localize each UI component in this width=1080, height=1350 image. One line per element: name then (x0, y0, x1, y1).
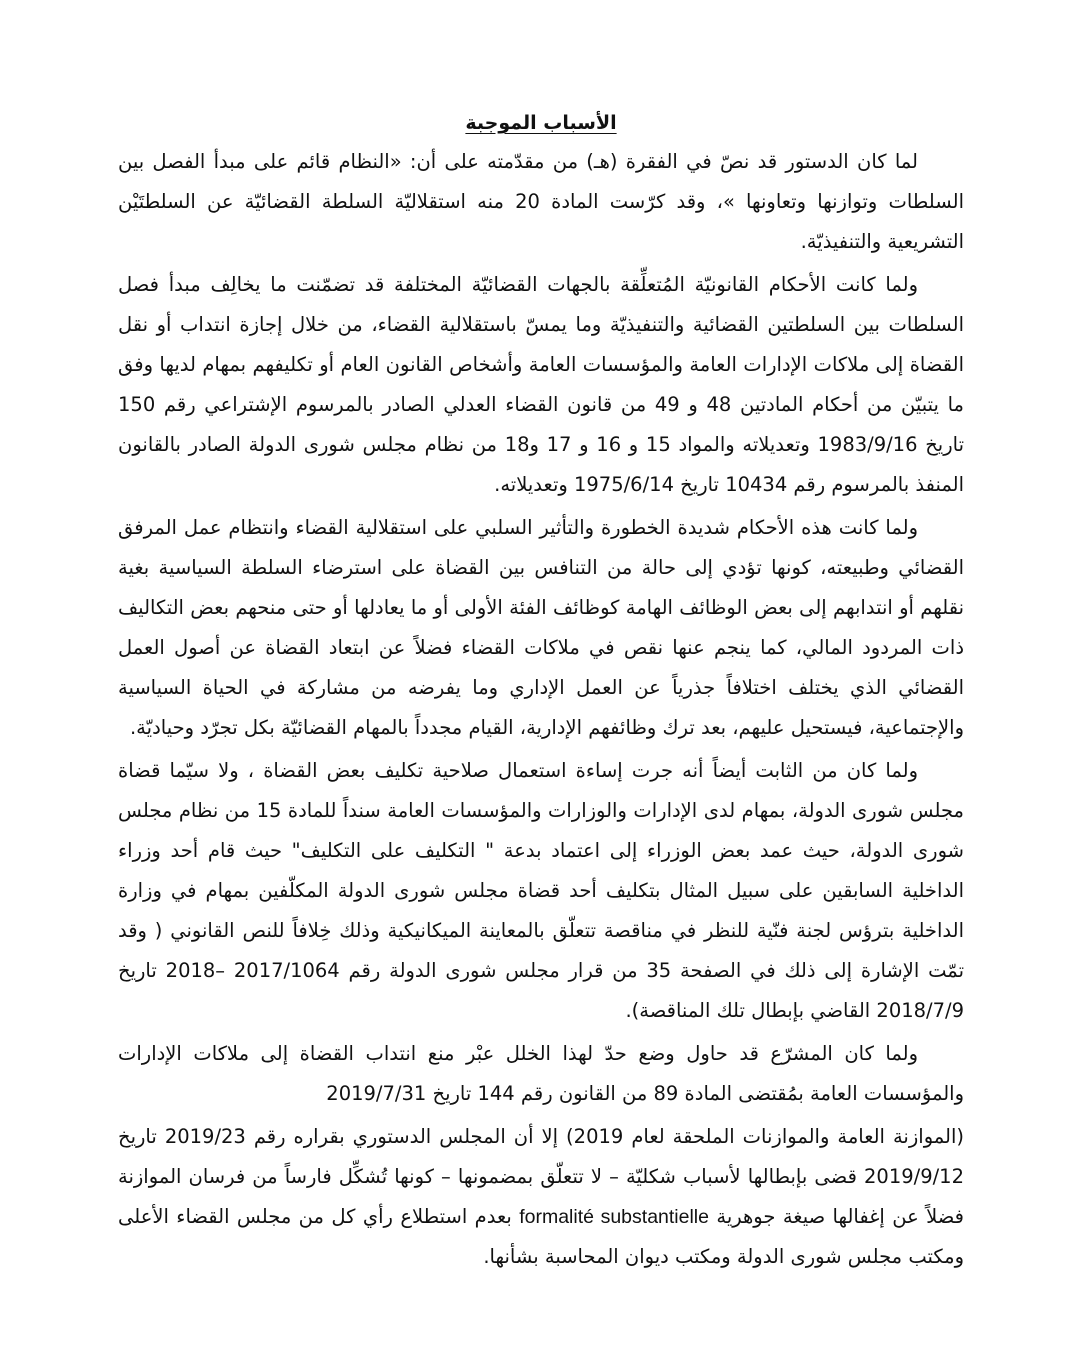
paragraph-legal-provisions: ولما كانت الأحكام القانونيّة المُتعلِّقة بالجهات القضائيّة المختلفة قد تضمّنت ما يخالِف مبدأ فصل السلطات بين السلطتين القضائية والتنفيذيّة وما يمسّ باستقلالية القضاء، من خلال إجازة انتداب أو نقل القضاة إلى ملاكات الإدارات العامة والمؤسسات العامة وأشخاص القانون العام أو تكليفهم بمهام لديها وفق ما يتبيّن من أحكام المادتين 48 و 49 من قانون القضاء العدلي الصادر بالمرسوم الإشتراعي رقم 150 تاريخ 1983/9/16 وتعديلاته والمواد 15 و 16 و 17 و18 من نظام مجلس شورى الدولة الصادر بالقانون المنفذ بالمرسوم رقم 10434 تاريخ 1975/6/14 وتعديلاته. (118, 273, 964, 496)
paragraph-text-part-1: (الموازنة العامة والموازنات الملحقة لعام 2019) إلا أن المجلس الدستوري بقراره رقم 2019/23 تاريخ 2019/9/12 قضى بإبطالها لأسباب شكليّة – لا تتعلّق بمضمونها – كونها تُشكِّل فارساً من فرسان الموازنة فضلاً عن إغفالها صيغة جوهرية (118, 1125, 965, 1228)
paragraph-constitution: لما كان الدستور قد نصّ في الفقرة (هـ) من مقدّمته على أن: «النظام قائم على مبدأ الفصل بين السلطات وتوازنها وتعاونها »، وقد كرّست المادة 20 منه استقلاليّة السلطة القضائيّة عن السلطتَيْن التشريعية والتنفيذيّة. (118, 150, 964, 253)
document-title: الأسباب الموجبة (465, 112, 617, 134)
paragraph-text-part-2: بعدم استطلاع رأي كل من مجلس القضاء الأعلى ومكتب مجلس شورى الدولة ومكتب ديوان المحاسبة بشأنها. (118, 1205, 964, 1268)
french-term: formalité substantielle (519, 1206, 709, 1228)
document-page (118, 108, 964, 1277)
paragraph-abuse-of-assignment: ولما كان من الثابت أيضاً أنه جرت إساءة استعمال صلاحية تكليف بعض القضاة ، ولا سيّما قضاة مجلس شورى الدولة، بمهام لدى الإدارات والوزارات والمؤسسات العامة سنداً للمادة 15 من نظام مجلس شورى الدولة، حيث عمد بعض الوزراء إلى اعتماد بدعة " التكليف على التكليف" حيث قام أحد وزراء الداخلية السابقين على سبيل المثال بتكليف أحد قضاة مجلس شورى الدولة المكلّفين بمهام في وزارة الداخلية بترؤس لجنة فنّية للنظر في مناقصة تتعلّق بالمعاينة الميكانيكية وذلك خِلافاً للنص القانوني ( وقد تمّت الإشارة إلى ذلك في الصفحة 35 من قرار مجلس شورى الدولة رقم 2017/1064 –2018 تاريخ 2018/7/9 القاضي بإبطال تلك المناقصة). (118, 759, 964, 1022)
paragraph-dangers: ولما كانت هذه الأحكام شديدة الخطورة والتأثير السلبي على استقلالية القضاء وانتظام عمل المرفق القضائي وطبيعته، كونها تؤدي إلى حالة من التنافس بين القضاة على استرضاء السلطة السياسية بغية نقلهم أو انتدابهم إلى بعض الوظائف الهامة كوظائف الفئة الأولى أو ما يعادلها أو حتى منحهم بعض التكاليف ذات المردود المالي، كما ينجم عنها نقص في ملاكات القضاء فضلاً عن ابتعاد القضاة عن أصول العمل القضائي الذي يختلف اختلافاً جذرياً عن العمل الإداري وما يفرضه من مشاركة في الحياة السياسية والإجتماعية، فيستحيل عليهم، بعد ترك وظائفهم الإدارية، القيام مجدداً بالمهام القضائيّة بكل تجرّد وحياديّة. (118, 516, 964, 739)
paragraph-constitutional-council (118, 1117, 964, 1277)
paragraph-legislator-attempt: ولما كان المشرّع قد حاول وضع حدّ لهذا الخلل عبْر منع انتداب القضاة إلى ملاكات الإدارات والمؤسسات العامة بمُقتضى المادة 89 من القانون رقم 144 تاريخ 2019/7/31 (118, 1042, 964, 1105)
